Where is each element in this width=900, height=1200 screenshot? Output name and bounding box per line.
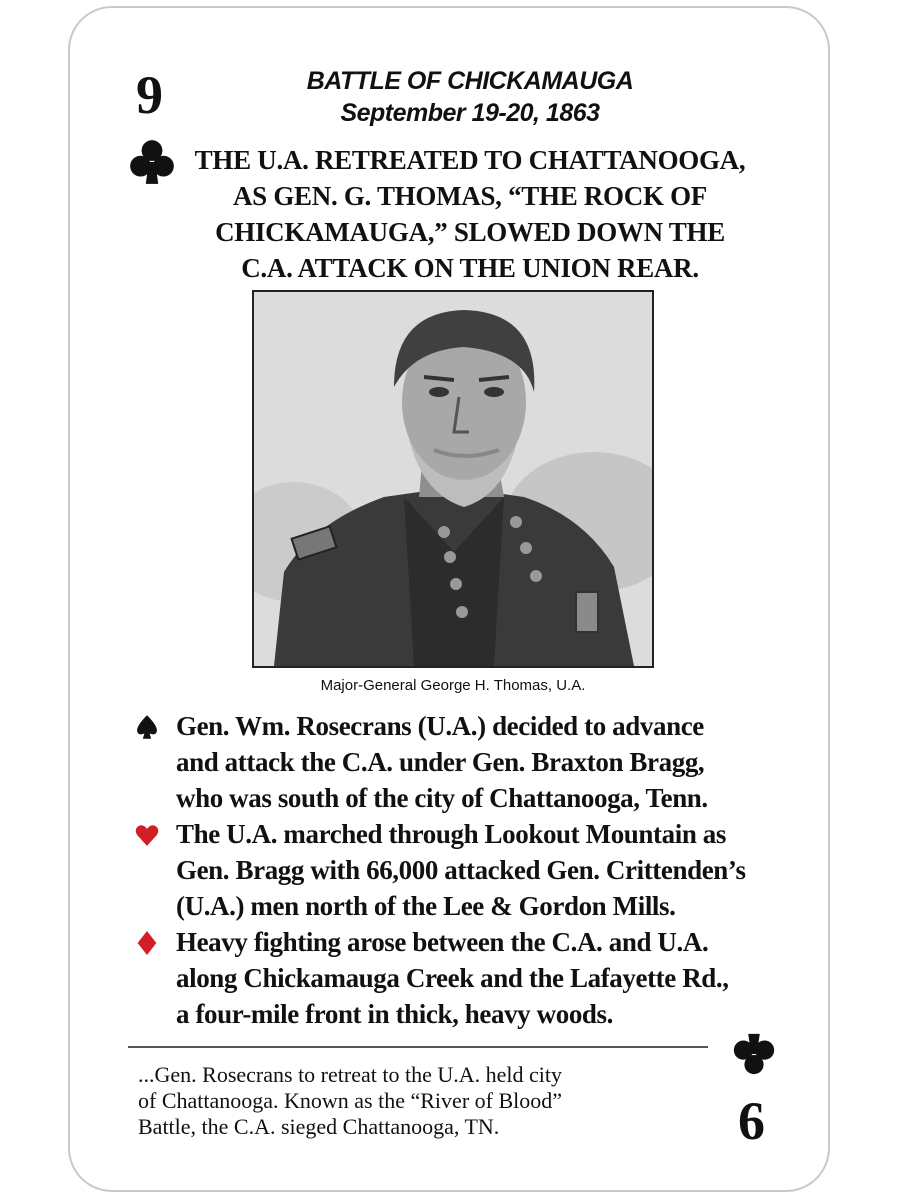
card-rank-bottom: 6: [738, 1091, 765, 1151]
footer-line: Battle, the C.A. sieged Chattanooga, TN.: [138, 1114, 500, 1139]
bullet-text-line: along Chickamauga Creek and the Lafayette Rd.,: [176, 963, 729, 993]
bullet-text-line: a four-mile front in thick, heavy woods.: [176, 999, 614, 1029]
portrait-caption: Major-General George H. Thomas, U.A.: [320, 677, 586, 694]
divider: [128, 1046, 708, 1048]
list-item: [132, 708, 782, 816]
bullet-text-line: The U.A. marched through Lookout Mountain as: [176, 819, 726, 849]
list-item: [132, 924, 782, 1032]
bullet-text-line: who was south of the city of Chattanooga, Tenn.: [176, 783, 708, 813]
club-icon: [730, 1030, 778, 1078]
spade-icon: [134, 714, 160, 740]
headline: [150, 142, 790, 286]
headline-line: AS GEN. G. THOMAS, “THE ROCK OF: [232, 181, 707, 211]
list-item: [132, 816, 782, 924]
bullet-text-line: Gen. Wm. Rosecrans (U.A.) decided to advance: [176, 711, 704, 741]
headline-line: THE U.A. RETREATED TO CHATTANOOGA,: [194, 145, 746, 175]
bullet-text-line: (U.A.) men north of the Lee & Gordon Mills.: [176, 891, 676, 921]
footer-line: ...Gen. Rosecrans to retreat to the U.A. held city: [138, 1062, 562, 1087]
card-date: September 19-20, 1863: [340, 99, 600, 127]
card-title: BATTLE OF CHICKAMAUGA: [306, 67, 634, 95]
footer-text: [138, 1062, 698, 1140]
bullet-list: [132, 708, 782, 1032]
footer-line: of Chattanooga. Known as the “River of Blood”: [138, 1088, 563, 1113]
bullet-text-line: and attack the C.A. under Gen. Braxton Bragg,: [176, 747, 705, 777]
bullet-text-line: Heavy fighting arose between the C.A. and U.A.: [176, 927, 709, 957]
headline-line: CHICKAMAUGA,” SLOWED DOWN THE: [215, 217, 725, 247]
diamond-icon: [134, 930, 160, 956]
heart-icon: [134, 822, 160, 848]
headline-line: C.A. ATTACK ON THE UNION REAR.: [241, 253, 699, 283]
portrait-image: [252, 290, 654, 668]
card-rank: 9: [136, 65, 163, 125]
bullet-text-line: Gen. Bragg with 66,000 attacked Gen. Crittenden’s: [176, 855, 746, 885]
